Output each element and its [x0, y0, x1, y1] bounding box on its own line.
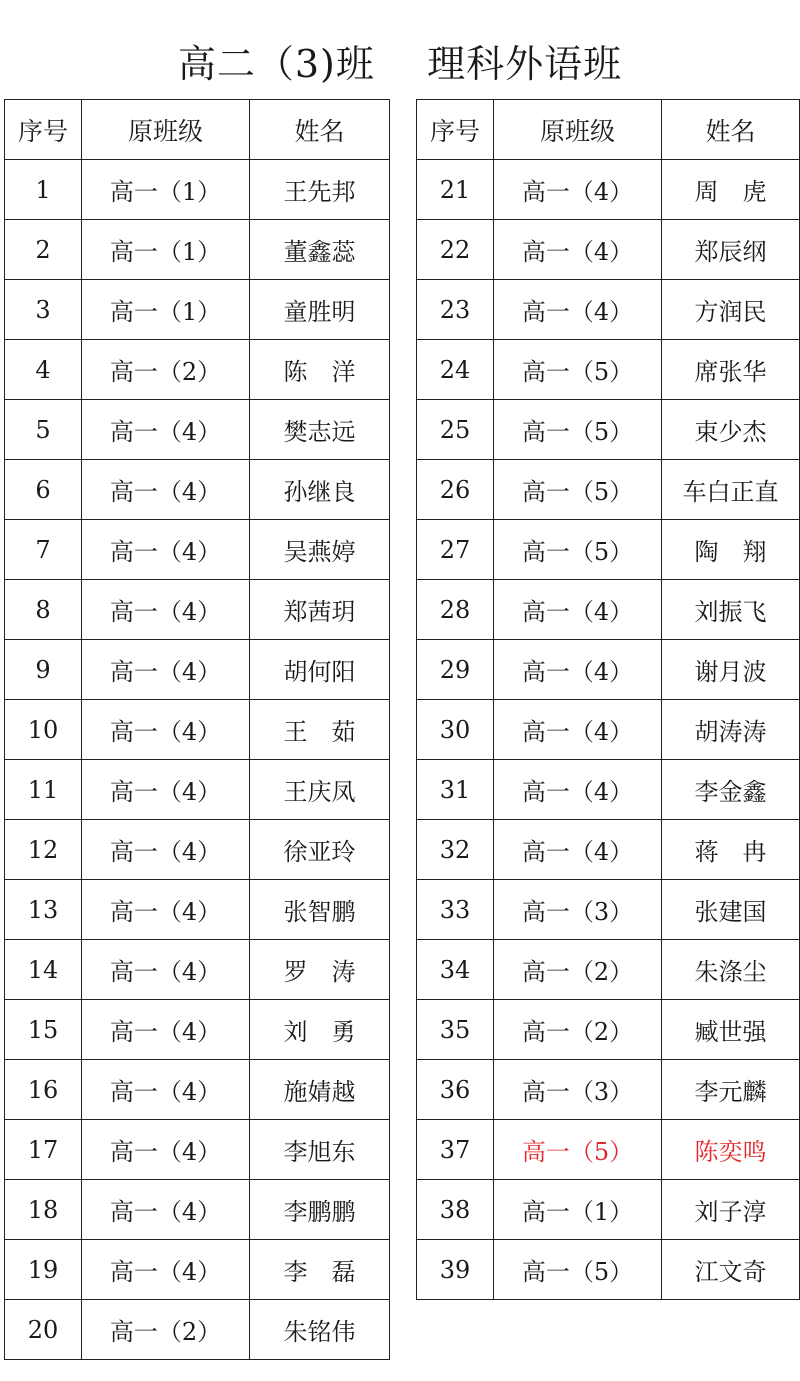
table-row	[5, 760, 390, 820]
table-row	[417, 820, 800, 880]
table-row	[5, 520, 390, 580]
cell-student-name: 谢月波	[662, 640, 800, 700]
cell-student-name: 陈 洋	[250, 340, 390, 400]
table-row	[417, 160, 800, 220]
cell-number: 26	[417, 460, 494, 520]
table-row	[417, 700, 800, 760]
cell-original-class: 高一（4）	[494, 700, 662, 760]
cell-student-name: 臧世强	[662, 1000, 800, 1060]
cell-number: 1	[5, 160, 82, 220]
cell-original-class: 高一（4）	[82, 820, 250, 880]
table-row	[5, 640, 390, 700]
cell-number: 7	[5, 520, 82, 580]
cell-student-name: 刘振飞	[662, 580, 800, 640]
cell-original-class: 高一（4）	[494, 220, 662, 280]
cell-original-class: 高一（5）	[494, 400, 662, 460]
cell-student-name: 王庆凤	[250, 760, 390, 820]
cell-original-class: 高一（5）	[494, 340, 662, 400]
cell-student-name: 刘子淳	[662, 1180, 800, 1240]
table-row	[5, 280, 390, 340]
cell-original-class: 高一（4）	[494, 160, 662, 220]
cell-original-class: 高一（5）	[494, 1120, 662, 1180]
cell-student-name: 朱铭伟	[250, 1300, 390, 1360]
cell-student-name: 郑辰纲	[662, 220, 800, 280]
cell-original-class: 高一（4）	[82, 1180, 250, 1240]
cell-original-class: 高一（1）	[82, 280, 250, 340]
cell-number: 34	[417, 940, 494, 1000]
cell-student-name: 李金鑫	[662, 760, 800, 820]
table-row	[417, 280, 800, 340]
cell-number: 9	[5, 640, 82, 700]
cell-number: 21	[417, 160, 494, 220]
header-number: 序号	[5, 100, 82, 160]
roster-body-left	[5, 160, 390, 1360]
cell-original-class: 高一（4）	[82, 460, 250, 520]
cell-number: 39	[417, 1240, 494, 1300]
cell-number: 37	[417, 1120, 494, 1180]
cell-student-name: 孙继良	[250, 460, 390, 520]
table-row	[5, 400, 390, 460]
table-row	[417, 400, 800, 460]
cell-student-name: 束少杰	[662, 400, 800, 460]
table-row	[5, 460, 390, 520]
cell-student-name: 李旭东	[250, 1120, 390, 1180]
cell-original-class: 高一（4）	[82, 400, 250, 460]
cell-number: 30	[417, 700, 494, 760]
cell-number: 14	[5, 940, 82, 1000]
cell-number: 22	[417, 220, 494, 280]
table-row	[417, 1180, 800, 1240]
cell-original-class: 高一（5）	[494, 460, 662, 520]
cell-number: 19	[5, 1240, 82, 1300]
table-row	[5, 1300, 390, 1360]
cell-number: 38	[417, 1180, 494, 1240]
table-row	[5, 1060, 390, 1120]
table-row	[417, 880, 800, 940]
cell-number: 35	[417, 1000, 494, 1060]
table-row	[417, 580, 800, 640]
cell-number: 24	[417, 340, 494, 400]
table-row	[417, 460, 800, 520]
cell-student-name: 董鑫蕊	[250, 220, 390, 280]
cell-original-class: 高一（4）	[82, 520, 250, 580]
cell-original-class: 高一（4）	[82, 880, 250, 940]
cell-student-name: 陈奕鸣	[662, 1120, 800, 1180]
header-row	[5, 100, 390, 160]
table-row	[417, 520, 800, 580]
header-row	[417, 100, 800, 160]
cell-number: 15	[5, 1000, 82, 1060]
table-row	[5, 880, 390, 940]
table-row	[5, 940, 390, 1000]
cell-original-class: 高一（4）	[494, 820, 662, 880]
cell-original-class: 高一（2）	[494, 940, 662, 1000]
table-row	[5, 340, 390, 400]
cell-student-name: 蒋 冉	[662, 820, 800, 880]
cell-original-class: 高一（4）	[82, 760, 250, 820]
cell-original-class: 高一（4）	[494, 580, 662, 640]
cell-student-name: 方润民	[662, 280, 800, 340]
cell-original-class: 高一（1）	[494, 1180, 662, 1240]
cell-number: 32	[417, 820, 494, 880]
cell-original-class: 高一（4）	[82, 940, 250, 1000]
cell-number: 5	[5, 400, 82, 460]
cell-original-class: 高一（2）	[82, 340, 250, 400]
header-original-class: 原班级	[82, 100, 250, 160]
cell-student-name: 吴燕婷	[250, 520, 390, 580]
table-row	[417, 1240, 800, 1300]
cell-student-name: 李鹏鹏	[250, 1180, 390, 1240]
cell-number: 11	[5, 760, 82, 820]
table-row	[417, 940, 800, 1000]
cell-student-name: 罗 涛	[250, 940, 390, 1000]
header-name: 姓名	[250, 100, 390, 160]
cell-original-class: 高一（1）	[82, 160, 250, 220]
page-title: 高二（3)班 理科外语班	[177, 42, 623, 86]
cell-student-name: 童胜明	[250, 280, 390, 340]
cell-number: 8	[5, 580, 82, 640]
table-row	[5, 1180, 390, 1240]
cell-student-name: 席张华	[662, 340, 800, 400]
table-row	[417, 760, 800, 820]
cell-original-class: 高一（4）	[494, 280, 662, 340]
cell-original-class: 高一（4）	[82, 700, 250, 760]
cell-original-class: 高一（4）	[82, 1240, 250, 1300]
cell-student-name: 江文奇	[662, 1240, 800, 1300]
table-row	[417, 1000, 800, 1060]
cell-original-class: 高一（3）	[494, 880, 662, 940]
cell-original-class: 高一（4）	[82, 640, 250, 700]
cell-number: 2	[5, 220, 82, 280]
table-row	[417, 640, 800, 700]
cell-student-name: 徐亚玲	[250, 820, 390, 880]
cell-number: 36	[417, 1060, 494, 1120]
cell-original-class: 高一（4）	[494, 640, 662, 700]
header-original-class: 原班级	[494, 100, 662, 160]
cell-student-name: 王先邦	[250, 160, 390, 220]
cell-student-name: 陶 翔	[662, 520, 800, 580]
cell-original-class: 高一（2）	[82, 1300, 250, 1360]
cell-original-class: 高一（4）	[82, 1060, 250, 1120]
cell-number: 16	[5, 1060, 82, 1120]
roster-table-left	[4, 99, 390, 1360]
cell-number: 28	[417, 580, 494, 640]
cell-student-name: 周 虎	[662, 160, 800, 220]
cell-original-class: 高一（5）	[494, 1240, 662, 1300]
cell-student-name: 李 磊	[250, 1240, 390, 1300]
roster-table-right	[416, 99, 800, 1300]
cell-student-name: 胡涛涛	[662, 700, 800, 760]
table-row	[417, 340, 800, 400]
cell-student-name: 郑茜玥	[250, 580, 390, 640]
cell-original-class: 高一（3）	[494, 1060, 662, 1120]
cell-original-class: 高一（1）	[82, 220, 250, 280]
cell-student-name: 张建国	[662, 880, 800, 940]
table-row	[417, 1120, 800, 1180]
cell-student-name: 樊志远	[250, 400, 390, 460]
cell-number: 23	[417, 280, 494, 340]
cell-number: 3	[5, 280, 82, 340]
cell-number: 27	[417, 520, 494, 580]
cell-original-class: 高一（2）	[494, 1000, 662, 1060]
cell-student-name: 王 茹	[250, 700, 390, 760]
cell-original-class: 高一（4）	[82, 1000, 250, 1060]
table-row	[5, 220, 390, 280]
header-number: 序号	[417, 100, 494, 160]
header-name: 姓名	[662, 100, 800, 160]
cell-number: 25	[417, 400, 494, 460]
cell-number: 6	[5, 460, 82, 520]
table-row	[417, 220, 800, 280]
table-row	[5, 820, 390, 880]
cell-student-name: 朱涤尘	[662, 940, 800, 1000]
table-row	[5, 580, 390, 640]
cell-number: 4	[5, 340, 82, 400]
cell-number: 31	[417, 760, 494, 820]
table-row	[417, 1060, 800, 1120]
table-row	[5, 160, 390, 220]
cell-number: 18	[5, 1180, 82, 1240]
cell-number: 13	[5, 880, 82, 940]
cell-original-class: 高一（4）	[494, 760, 662, 820]
cell-original-class: 高一（4）	[82, 1120, 250, 1180]
table-row	[5, 1240, 390, 1300]
cell-number: 12	[5, 820, 82, 880]
cell-number: 33	[417, 880, 494, 940]
cell-student-name: 张智鹏	[250, 880, 390, 940]
cell-number: 17	[5, 1120, 82, 1180]
table-row	[5, 1120, 390, 1180]
cell-student-name: 胡何阳	[250, 640, 390, 700]
table-row	[5, 700, 390, 760]
cell-student-name: 李元麟	[662, 1060, 800, 1120]
cell-number: 29	[417, 640, 494, 700]
cell-original-class: 高一（4）	[82, 580, 250, 640]
table-row	[5, 1000, 390, 1060]
roster-body-right	[417, 160, 800, 1300]
cell-number: 20	[5, 1300, 82, 1360]
cell-student-name: 施婧越	[250, 1060, 390, 1120]
cell-number: 10	[5, 700, 82, 760]
cell-student-name: 车白正直	[662, 460, 800, 520]
cell-student-name: 刘 勇	[250, 1000, 390, 1060]
cell-original-class: 高一（5）	[494, 520, 662, 580]
